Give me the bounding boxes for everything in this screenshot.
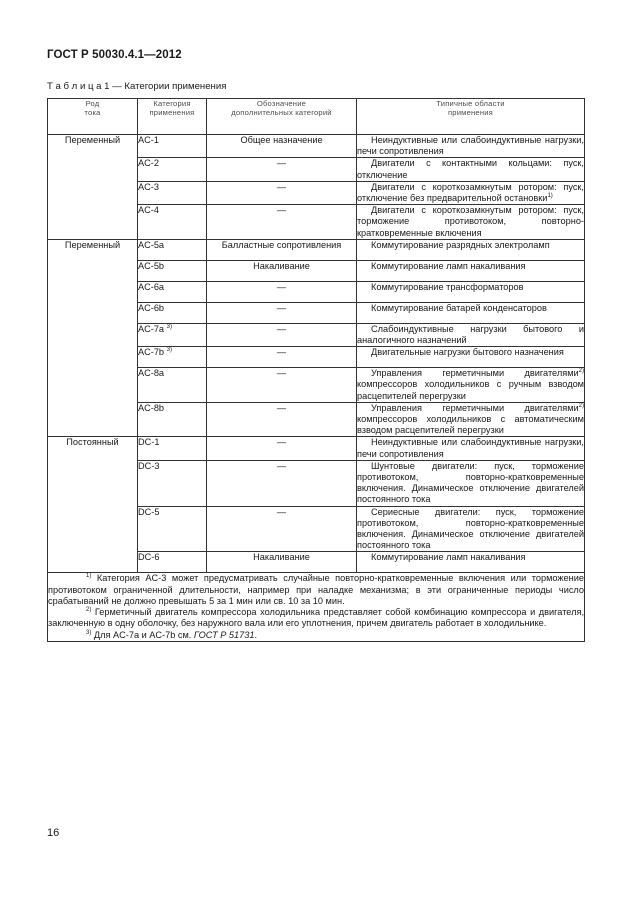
typical-application-text: Шунтовые двигатели: пуск, торможение противотоком, повторно-кратковременные включения. Динамическое отключение двигателей постоянного тока (357, 460, 584, 505)
category-cell (138, 158, 207, 181)
category-cell (138, 552, 207, 573)
category-code: AC-8b (138, 402, 165, 413)
category-code: AC-5b (138, 260, 165, 271)
category-code: DC-5 (138, 506, 160, 517)
typical-application-cell (357, 460, 585, 506)
category-code: DC-3 (138, 460, 160, 471)
typical-application-text: Двигательные нагрузки бытового назначения (371, 347, 564, 358)
footnote-mark: 2) (86, 607, 92, 614)
table-caption-prefix: Т а б л и ц а 1 (47, 81, 110, 92)
category-cell (138, 205, 207, 240)
page-number: 16 (47, 827, 60, 839)
category-cell (138, 460, 207, 506)
current-type-cell: Переменный (48, 239, 138, 437)
footnote-mark: 3) (166, 323, 172, 330)
category-code: DC-1 (138, 437, 160, 448)
table-caption-title: Категории применения (124, 81, 227, 92)
additional-category-cell: — (207, 460, 357, 506)
category-code: DC-6 (138, 552, 160, 563)
categories-table (47, 98, 585, 642)
category-code: AC-6a (138, 281, 165, 292)
typical-application-cell (357, 506, 585, 552)
additional-category-cell: — (207, 205, 357, 240)
additional-category-cell: — (207, 368, 357, 403)
current-type-cell: Переменный (48, 135, 138, 240)
typical-application-cell (357, 260, 585, 281)
additional-category-cell: — (207, 302, 357, 323)
header-current-type: Род тока (48, 99, 138, 135)
footnote-mark: 2) (578, 402, 584, 409)
category-cell (138, 260, 207, 281)
typical-application-cell (357, 368, 585, 403)
category-cell (138, 347, 207, 368)
category-cell (138, 181, 207, 204)
footnote-mark: 3) (86, 629, 92, 636)
typical-application-cell (357, 437, 585, 460)
category-cell (138, 239, 207, 260)
additional-category-cell: — (207, 347, 357, 368)
typical-application-cell (357, 281, 585, 302)
typical-application-text: Неиндуктивные или слабоиндуктивные нагрузки, печи сопротивления (357, 437, 584, 459)
typical-application-text: Двигатели с короткозамкнутым ротором: пуск, торможение противотоком, повторно-кратковременные включения (357, 205, 584, 238)
table-header-row (48, 99, 585, 135)
typical-application-text: компрессоров холодильников с автоматическим взводом расцепителей перегрузки (357, 414, 584, 436)
typical-application-cell (357, 239, 585, 260)
footnote-mark: 1) (547, 193, 553, 200)
typical-application-text: Коммутирование разрядных электроламп (371, 239, 550, 250)
category-cell (138, 323, 207, 346)
typical-application-cell (357, 302, 585, 323)
typical-application-text: Двигатели с контактными кольцами: пуск, отключение (357, 158, 584, 180)
footnote-3 (48, 630, 584, 641)
category-cell (138, 402, 207, 437)
category-cell (138, 302, 207, 323)
table-row (48, 239, 585, 260)
category-cell (138, 506, 207, 552)
typical-application-cell (357, 205, 585, 240)
footnote-mark: 1) (86, 573, 92, 580)
header-category: Категория применения (138, 99, 207, 135)
category-cell (138, 368, 207, 403)
additional-category-cell: — (207, 181, 357, 204)
typical-application-text: Коммутирование батарей конденсаторов (371, 302, 547, 313)
footnote-text: Для AC-7a и AC-7b см. (91, 629, 194, 640)
typical-application-cell (357, 135, 585, 158)
footnote-mark: 3) (166, 347, 172, 354)
category-code: AC-2 (138, 158, 159, 169)
typical-application-cell (357, 158, 585, 181)
current-type-cell: Постоянный (48, 437, 138, 573)
document-header: ГОСТ Р 50030.4.1—2012 (47, 49, 182, 61)
table-row (48, 135, 585, 158)
typical-application-text: Двигатели с короткозамкнутым ротором: пуск, отключение без предварительной остановки (357, 181, 584, 204)
category-code: AC-3 (138, 181, 159, 192)
additional-category-cell: — (207, 402, 357, 437)
typical-application-text: Коммутирование ламп накаливания (371, 552, 526, 563)
category-code: AC-7b (138, 347, 165, 358)
typical-application-text: Сериесные двигатели: пуск, торможение противотоком, повторно-кратковременные включения. Динамическое отключение двигателей постоянного тока (357, 506, 584, 551)
additional-category-cell: — (207, 158, 357, 181)
footnote-tail: . (254, 629, 258, 640)
footnote-reference: ГОСТ Р 51731 (193, 629, 255, 640)
category-code: AC-7a (138, 323, 165, 334)
typical-application-text: Неиндуктивные или слабоиндуктивные нагрузки, печи сопротивления (357, 135, 584, 157)
notes-row (48, 573, 585, 641)
table-caption (47, 81, 226, 92)
additional-category-cell: — (207, 437, 357, 460)
category-code: AC-6b (138, 302, 165, 313)
category-cell (138, 437, 207, 460)
footnotes (48, 573, 585, 641)
footnote-text: Категория AC-3 может предусматривать случайные повторно-кратковременные включения или торможение противотоком ограниченной длительности, например при наладке механизма; в эти ограниченные периоды число срабатываний не должно превышать 5 за 1 мин или св. 10 за 10 мин. (48, 573, 584, 606)
footnote-text: Герметичный двигатель компрессора холодильника представляет собой комбинацию компрессора и двигателя, заключенную в одну оболочку, без наружного вала или его уплотнения, причем двигатель работает в холодильнике. (48, 607, 584, 629)
typical-application-text: Слабоиндуктивные нагрузки бытового и аналогичного назначений (357, 323, 584, 346)
additional-category-cell: — (207, 323, 357, 346)
category-code: AC-4 (138, 205, 159, 216)
table-row (48, 437, 585, 460)
typical-application-cell (357, 181, 585, 204)
category-code: AC-5a (138, 239, 165, 250)
footnote-1 (48, 573, 584, 607)
footnote-2 (48, 607, 584, 629)
typical-application-cell (357, 402, 585, 437)
additional-category-cell: Общее назначение (207, 135, 357, 158)
typical-application-cell (357, 347, 585, 368)
category-code: AC-8a (138, 368, 165, 379)
category-code: AC-1 (138, 135, 159, 145)
header-additional: Обозначение дополнительных категорий (207, 99, 357, 135)
typical-application-text: Управления герметичными двигателями (371, 368, 579, 379)
additional-category-cell: Балластные сопротивления (207, 239, 357, 260)
additional-category-cell: — (207, 506, 357, 552)
typical-application-cell (357, 552, 585, 573)
typical-application-text: Управления герметичными двигателями (371, 402, 579, 413)
category-cell (138, 135, 207, 158)
footnote-mark: 2) (578, 368, 584, 375)
typical-application-text: Коммутирование трансформаторов (371, 281, 524, 292)
additional-category-cell: Накаливание (207, 260, 357, 281)
category-cell (138, 281, 207, 302)
additional-category-cell: — (207, 281, 357, 302)
header-typical: Типичные области применения (357, 99, 585, 135)
table-caption-dash: — (109, 81, 125, 92)
typical-application-cell (357, 323, 585, 346)
typical-application-text: Коммутирование ламп накаливания (371, 260, 526, 271)
additional-category-cell: Накаливание (207, 552, 357, 573)
typical-application-text: компрессоров холодильников с ручным взводом расцепителей перегрузки (357, 379, 584, 401)
